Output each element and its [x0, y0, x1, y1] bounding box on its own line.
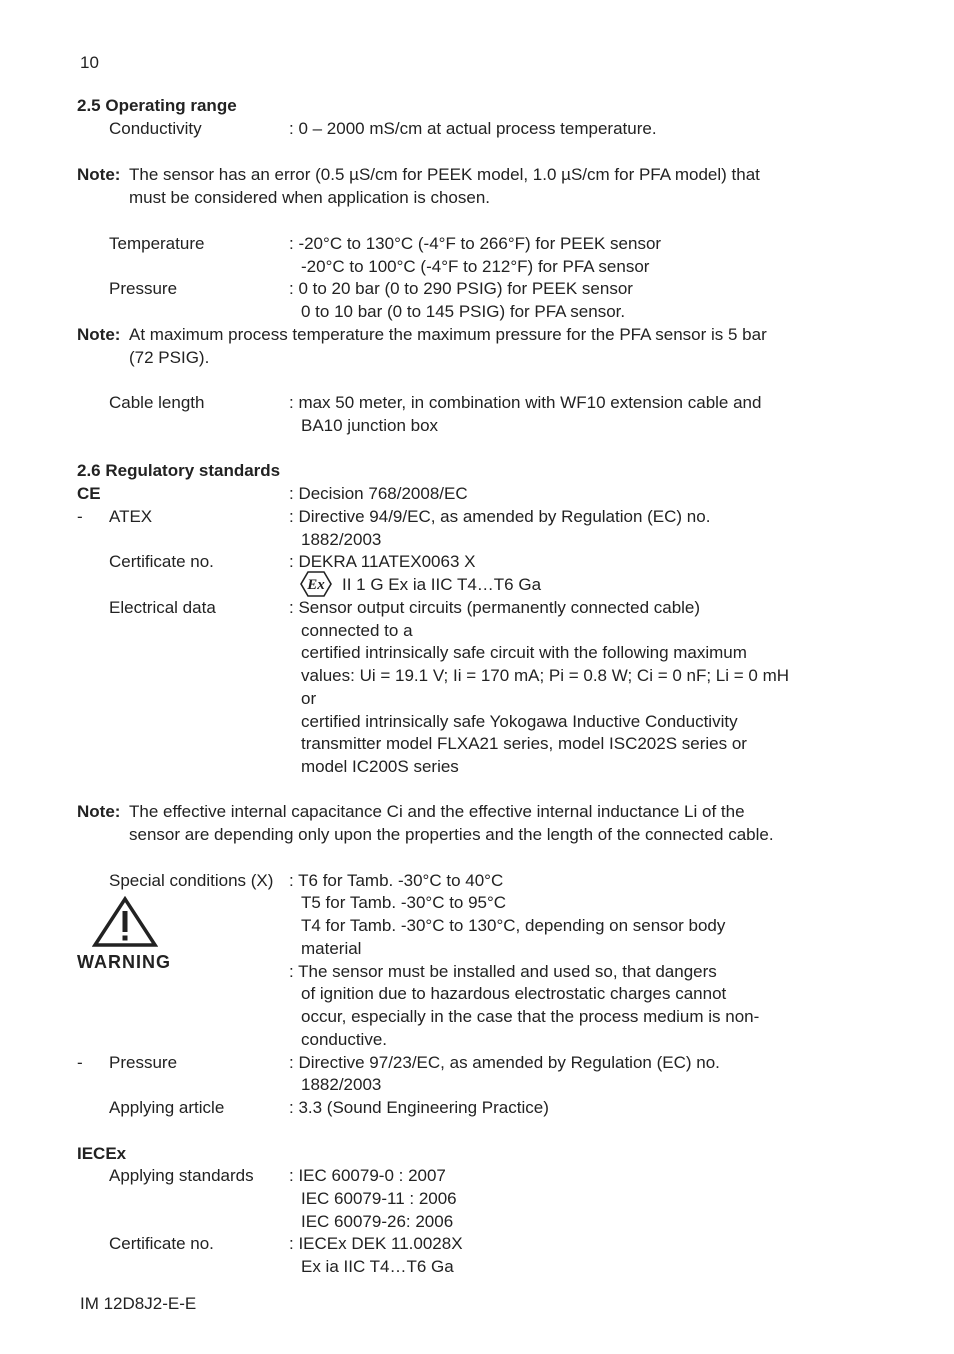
applying-article-label: Applying article: [109, 1098, 225, 1117]
cable-length-label: Cable length: [109, 393, 205, 412]
list-dash: -: [77, 1053, 83, 1072]
temperature-label: Temperature: [109, 234, 205, 253]
pressure-value: : 0 to 20 bar (0 to 290 PSIG) for PEEK sensor: [289, 279, 633, 298]
applying-standards-line: IEC 60079-11 : 2006: [301, 1189, 457, 1208]
special-conditions-line: conductive.: [301, 1030, 387, 1049]
certificate-value: : DEKRA 11ATEX0063 X: [289, 552, 476, 571]
note-label: Note:: [77, 165, 121, 184]
special-conditions-line: of ignition due to hazardous electrostatic charges cannot: [301, 984, 727, 1003]
special-conditions-line: T5 for Tamb. -30°C to 95°C: [301, 893, 507, 912]
ce-value: : Decision 768/2008/EC: [289, 484, 468, 503]
cable-length-value: BA10 junction box: [301, 416, 439, 435]
document-footer: IM 12D8J2-E-E: [80, 1294, 197, 1313]
electrical-data-line: : Sensor output circuits (permanently connected cable): [289, 598, 701, 617]
pressure-label: Pressure: [109, 279, 178, 298]
note-label: Note:: [77, 802, 121, 821]
electrical-data-line: certified intrinsically safe circuit with the following maximum: [301, 643, 747, 662]
iecex-certificate-value: : IECEx DEK 11.0028X: [289, 1234, 463, 1253]
special-conditions-line: occur, especially in the case that the process medium is non-: [301, 1007, 760, 1026]
certificate-label: Certificate no.: [109, 552, 214, 571]
section-heading-operating-range: 2.5 Operating range: [77, 96, 237, 115]
note-text-line: The sensor has an error (0.5 µS/cm for PEEK model, 1.0 µS/cm for PFA model) that: [129, 165, 760, 184]
ce-label: CE: [77, 484, 101, 503]
electrical-data-line: model IC200S series: [301, 757, 459, 776]
atex-value: 1882/2003: [301, 530, 382, 549]
note-text-line: sensor are depending only upon the properties and the length of the connected cable.: [129, 825, 774, 844]
special-conditions-line: : The sensor must be installed and used so, that dangers: [289, 962, 717, 981]
note-text-line: The effective internal capacitance Ci and the effective internal inductance Li of the: [129, 802, 745, 821]
cable-length-value: : max 50 meter, in combination with WF10 extension cable and: [289, 393, 762, 412]
note-text-line: At maximum process temperature the maximum pressure for the PFA sensor is 5 bar: [129, 325, 767, 344]
warning-triangle-icon: [92, 896, 158, 948]
temperature-value: : -20°C to 130°C (-4°F to 266°F) for PEEK sensor: [289, 234, 662, 253]
electrical-data-line: connected to a: [301, 621, 413, 640]
ex-marking: II 1 G Ex ia IIC T4…T6 Ga: [342, 575, 542, 594]
svg-text:Ex: Ex: [307, 577, 325, 593]
warning-label: WARNING: [77, 952, 171, 972]
iecex-certificate-value: Ex ia IIC T4…T6 Ga: [301, 1257, 454, 1276]
electrical-data-line: values: Ui = 19.1 V; Ii = 170 mA; Pi = 0.8 W; Ci = 0 nF; Li = 0 mH: [301, 666, 790, 685]
pressure-directive-value: 1882/2003: [301, 1075, 382, 1094]
special-conditions-line: material: [301, 939, 362, 958]
pressure-directive-value: : Directive 97/23/EC, as amended by Regulation (EC) no.: [289, 1053, 720, 1072]
electrical-data-line: or: [301, 689, 317, 708]
note-text-line: must be considered when application is chosen.: [129, 188, 490, 207]
applying-article-value: : 3.3 (Sound Engineering Practice): [289, 1098, 549, 1117]
page-number: 10: [80, 53, 99, 72]
applying-standards-line: : IEC 60079-0 : 2007: [289, 1166, 446, 1185]
iecex-certificate-label: Certificate no.: [109, 1234, 214, 1253]
special-conditions-line: : T6 for Tamb. -30°C to 40°C: [289, 871, 504, 890]
note-text-line: (72 PSIG).: [129, 348, 210, 367]
conductivity-value: : 0 – 2000 mS/cm at actual process temperature.: [289, 119, 657, 138]
atex-value: : Directive 94/9/EC, as amended by Regulation (EC) no.: [289, 507, 711, 526]
electrical-data-label: Electrical data: [109, 598, 216, 617]
list-dash: -: [77, 507, 83, 526]
special-conditions-line: T4 for Tamb. -30°C to 130°C, depending on sensor body: [301, 916, 726, 935]
section-heading-regulatory-standards: 2.6 Regulatory standards: [77, 461, 281, 480]
explosion-protection-hexagon-icon: [300, 570, 332, 598]
applying-standards-label: Applying standards: [109, 1166, 254, 1185]
special-conditions-label: Special conditions (X): [109, 871, 274, 890]
pressure-directive-label: Pressure: [109, 1053, 178, 1072]
temperature-value: -20°C to 100°C (-4°F to 212°F) for PFA sensor: [301, 257, 650, 276]
note-label: Note:: [77, 325, 121, 344]
electrical-data-line: transmitter model FLXA21 series, model ISC202S series or: [301, 734, 747, 753]
iecex-heading: IECEx: [77, 1144, 127, 1163]
electrical-data-line: certified intrinsically safe Yokogawa Inductive Conductivity: [301, 712, 738, 731]
conductivity-label: Conductivity: [109, 119, 202, 138]
pressure-value: 0 to 10 bar (0 to 145 PSIG) for PFA sensor.: [301, 302, 626, 321]
applying-standards-line: IEC 60079-26: 2006: [301, 1212, 454, 1231]
atex-label: ATEX: [109, 507, 153, 526]
